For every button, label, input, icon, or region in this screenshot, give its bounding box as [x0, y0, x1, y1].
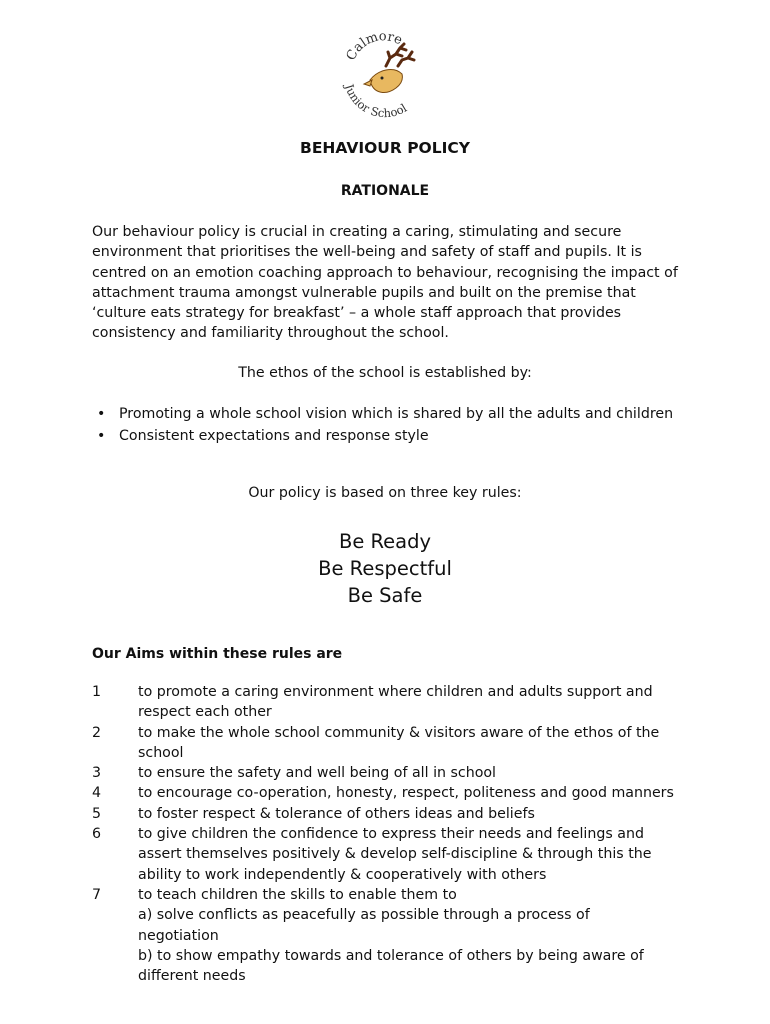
- aim-sub-items: [92, 905, 682, 986]
- aims-heading: Our Aims within these rules are: [92, 646, 343, 662]
- aim-number: 4: [92, 785, 102, 802]
- aim-text: [138, 682, 682, 723]
- text-line: to promote a caring environment where children and adults support and: [138, 684, 653, 700]
- aim-item: [92, 763, 682, 783]
- bullet-icon: •: [97, 427, 106, 444]
- school-logo: [330, 22, 434, 130]
- aim-item: [92, 682, 682, 723]
- aim-text: [138, 824, 682, 885]
- aim-number: 5: [92, 805, 102, 822]
- text-line: environment that prioritises the well-being and safety of staff and pupils. It is: [92, 244, 642, 261]
- list-item-text: Consistent expectations and response style: [119, 427, 429, 444]
- text-line: assert themselves positively & develop self-discipline & through this the: [138, 846, 652, 863]
- key-rule: Be Ready: [338, 530, 432, 553]
- text-line: negotiation: [138, 927, 219, 944]
- list-item-text: Promoting a whole school vision which is shared by all the adults and children: [119, 406, 674, 422]
- text-line: to ensure the safety and well being of all in school: [138, 765, 496, 782]
- text-line: consistency and familiarity throughout the school.: [92, 325, 449, 342]
- aim-number: 2: [92, 724, 102, 741]
- text-line: to foster respect & tolerance of others ideas and beliefs: [138, 805, 535, 822]
- aim-number: 7: [92, 886, 102, 903]
- text-line: to teach children the skills to enable them to: [138, 886, 457, 903]
- aim-item: [92, 804, 682, 824]
- aim-item: [92, 783, 682, 803]
- bullet-icon: •: [97, 406, 106, 422]
- text-line: school: [138, 744, 184, 761]
- aim-text: [138, 763, 682, 783]
- aim-item: [92, 885, 682, 905]
- aim-item: [92, 723, 682, 764]
- ethos-intro: The ethos of the school is established by:: [238, 365, 532, 381]
- key-rule: Be Safe: [347, 584, 423, 607]
- aim-text: [138, 804, 682, 824]
- stag-icon: [364, 44, 414, 93]
- text-line: different needs: [138, 968, 246, 985]
- aim-text: [138, 885, 682, 905]
- text-line: to make the whole school community & visitors aware of the ethos of the: [138, 724, 660, 741]
- aim-item: [92, 824, 682, 885]
- aims-list: [92, 682, 682, 986]
- aim-text: [138, 783, 682, 803]
- aim-number: 3: [92, 765, 102, 782]
- svg-text:Calmore: [344, 29, 405, 63]
- text-line: attachment trauma amongst vulnerable pupils and built on the premise that: [92, 284, 636, 301]
- text-line: to give children the confidence to express their needs and feelings and: [138, 826, 644, 843]
- aim-text: [138, 723, 682, 764]
- text-line: to encourage co-operation, honesty, respect, politeness and good manners: [138, 785, 674, 802]
- key-rule: Be Respectful: [318, 557, 452, 580]
- text-line: respect each other: [138, 704, 272, 721]
- text-line: ‘culture eats strategy for breakfast’ – a whole staff approach that provides: [92, 305, 622, 322]
- logo-arc-top-text: Calmore: [343, 29, 405, 64]
- policy-intro: Our policy is based on three key rules:: [248, 485, 522, 501]
- key-rules: [0, 528, 770, 609]
- text-line: a) solve conflicts as peacefully as possible through a process of: [138, 907, 590, 924]
- rationale-paragraph: [92, 222, 692, 344]
- list-item: [92, 404, 732, 426]
- logo-arc-bottom-text: Junior School: [342, 82, 410, 121]
- aim-number: 1: [92, 684, 102, 700]
- text-line: Our behaviour policy is crucial in creating a caring, stimulating and secure: [92, 224, 622, 240]
- list-item: [92, 426, 732, 448]
- text-line: b) to show empathy towards and tolerance of others by being aware of: [138, 947, 644, 964]
- text-line: centred on an emotion coaching approach to behaviour, recognising the impact of: [92, 264, 678, 281]
- page-title: BEHAVIOUR POLICY: [300, 139, 470, 157]
- text-line: ability to work independently & cooperatively with others: [138, 866, 547, 883]
- section-heading-rationale: RATIONALE: [340, 183, 430, 199]
- aim-number: 6: [92, 826, 102, 843]
- ethos-bullet-list: [92, 404, 732, 447]
